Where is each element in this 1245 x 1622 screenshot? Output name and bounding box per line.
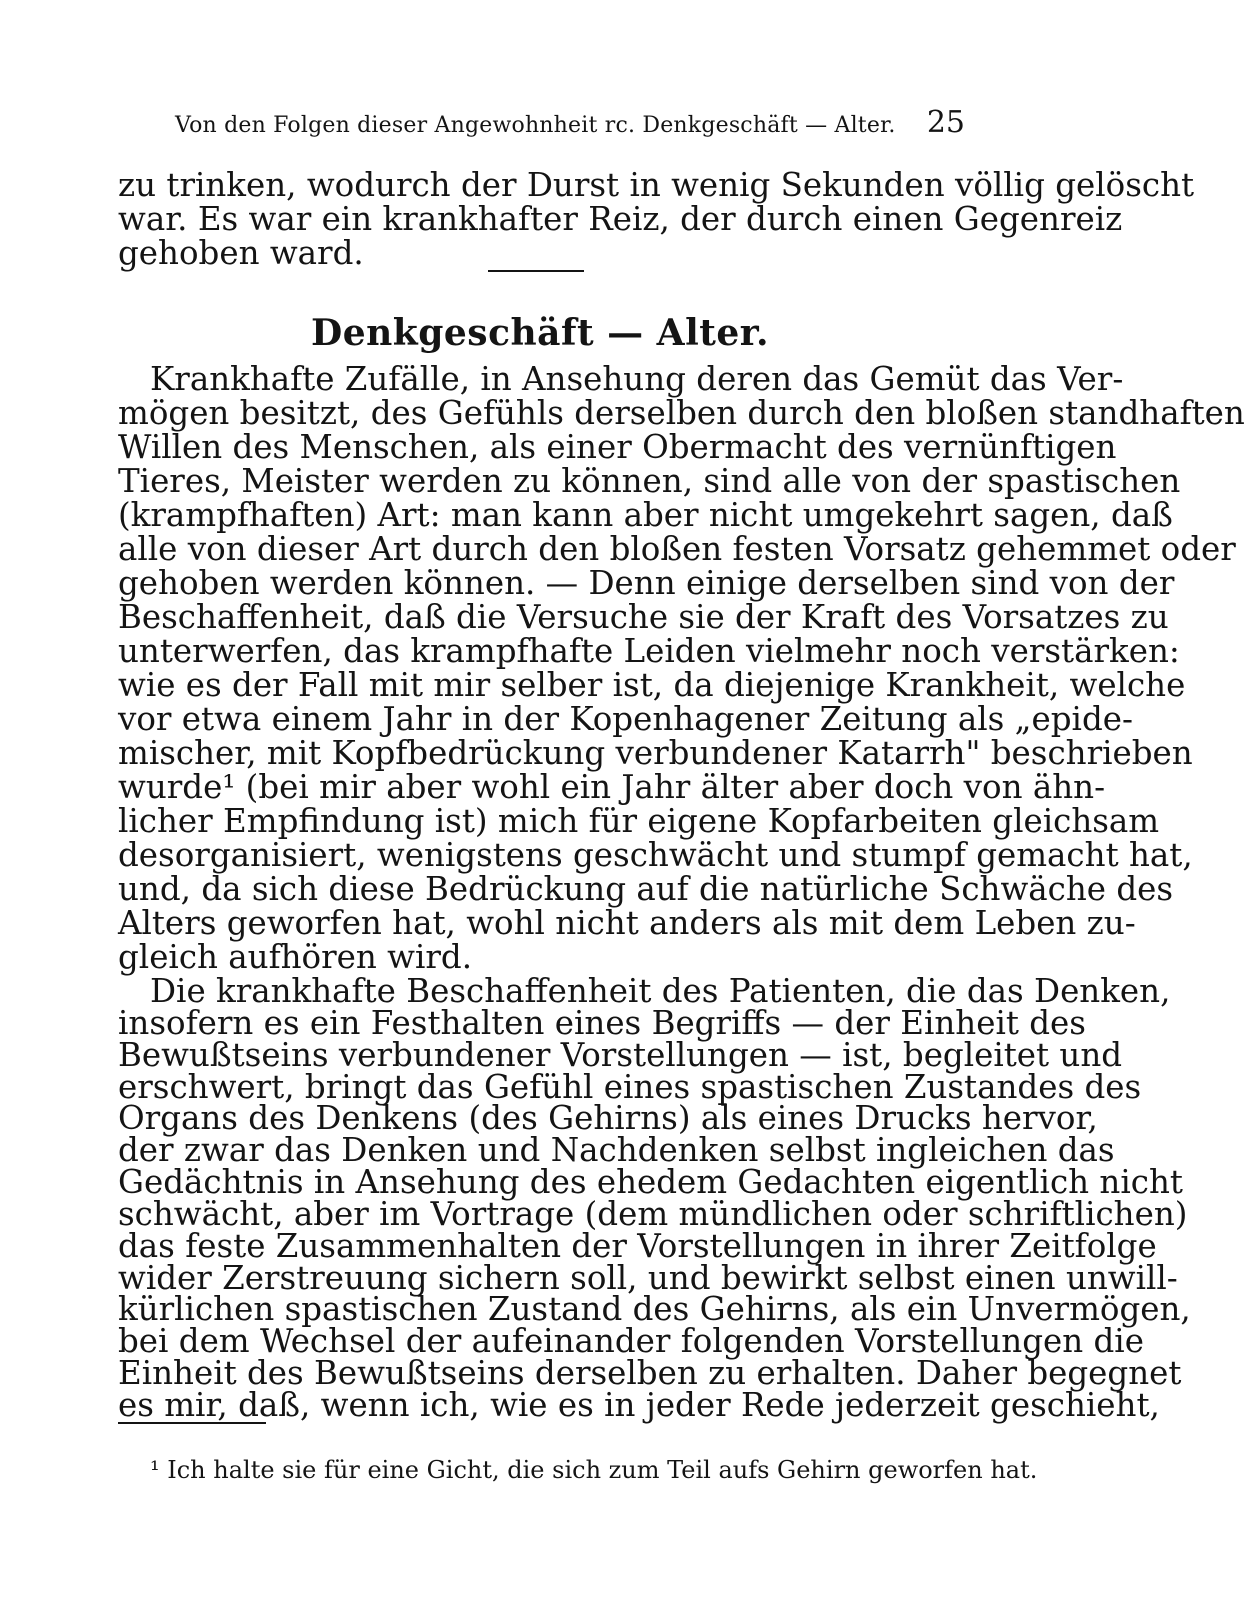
text-line: gleich aufhören wird.	[118, 938, 473, 976]
text-line: Die krankhafte Beschaffenheit des Patienten, die das Denken,	[150, 972, 1171, 1010]
text-line: gehoben werden können. — Denn einige derselben sind von der	[118, 564, 1175, 602]
text-line: das feste Zusammenhalten der Vorstellungen in ihrer Zeitfolge	[118, 1227, 1157, 1265]
text-line: es mir, daß, wenn ich, wie es in jeder Rede jederzeit geschieht,	[118, 1386, 1160, 1424]
text-line: desorganisiert, wenigstens geschwächt und stumpf gemacht hat,	[118, 836, 1193, 874]
text-line: schwächt, aber im Vortrage (dem mündlichen oder schriftlichen)	[118, 1195, 1188, 1233]
text-line: Bewußtseins verbundener Vorstellungen — ist, begleitet und	[118, 1036, 1123, 1074]
text-line: vor etwa einem Jahr in der Kopenhagener Zeitung als „epide-	[118, 700, 1133, 738]
text-line: mischer, mit Kopfbedrückung verbundener Katarrh" beschrieben	[118, 734, 1193, 772]
text-line: und, da sich diese Bedrückung auf die natürliche Schwäche des	[118, 870, 1174, 908]
text-line: Krankhafte Zufälle, in Ansehung deren das Gemüt das Ver-	[150, 360, 1124, 398]
text-line: der zwar das Denken und Nachdenken selbst ingleichen das	[118, 1131, 1115, 1169]
footnote: ¹ Ich halte sie für eine Gicht, die sich zum Teil aufs Gehirn geworfen hat.	[150, 1456, 1038, 1484]
text-line: wider Zerstreuung sichern soll, und bewirkt selbst einen unwill-	[118, 1259, 1178, 1297]
text-line: Tieres, Meister werden zu können, sind alle von der spastischen	[118, 462, 1181, 500]
text-line: mögen besitzt, des Gefühls derselben durch den bloßen standhaften	[118, 394, 1245, 432]
text-line: licher Empfindung ist) mich für eigene Kopfarbeiten gleichsam	[118, 802, 1160, 840]
text-line: Beschaffenheit, daß die Versuche sie der Kraft des Vorsatzes zu	[118, 598, 1169, 636]
text-line: Organs des Denkens (des Gehirns) als eines Drucks hervor,	[118, 1099, 1098, 1137]
text-line: gehoben ward.	[118, 234, 364, 272]
text-line: Alters geworfen hat, wohl nicht anders als mit dem Leben zu-	[118, 904, 1136, 942]
text-line: (krampfhaften) Art: man kann aber nicht umgekehrt sagen, daß	[118, 496, 1173, 534]
section-heading: Denkgeschäft — Alter.	[310, 312, 770, 354]
text-line: erschwert, bringt das Gefühl eines spastischen Zustandes des	[118, 1068, 1142, 1106]
text-line: insofern es ein Festhalten eines Begriffs — der Einheit des	[118, 1004, 1086, 1042]
running-title: Von den Folgen dieser Angewohnheit rc. Denkgeschäft — Alter.	[175, 113, 896, 138]
text-line: wie es der Fall mit mir selber ist, da diejenige Krankheit, welche	[118, 666, 1186, 704]
text-line: alle von dieser Art durch den bloßen festen Vorsatz gehemmet oder	[118, 530, 1236, 568]
text-line: unterwerfen, das krampfhafte Leiden vielmehr noch verstärken:	[118, 632, 1180, 670]
text-line: wurde¹ (bei mir aber wohl ein Jahr älter aber doch von ähn-	[118, 768, 1106, 806]
page-number: 25	[926, 105, 965, 140]
text-line: war. Es war ein krankhafter Reiz, der durch einen Gegenreiz	[118, 200, 1123, 238]
running-head	[175, 105, 965, 149]
section-divider	[488, 270, 584, 272]
text-line: zu trinken, wodurch der Durst in wenig Sekunden völlig gelöscht	[118, 166, 1195, 204]
text-line: Einheit des Bewußtseins derselben zu erhalten. Daher begegnet	[118, 1354, 1182, 1392]
text-line: Willen des Menschen, als einer Obermacht des vernünftigen	[118, 428, 1117, 466]
text-line: bei dem Wechsel der aufeinander folgenden Vorstellungen die	[118, 1322, 1144, 1360]
text-line: Gedächtnis in Ansehung des ehedem Gedachten eigentlich nicht	[118, 1163, 1183, 1201]
text-line: kürlichen spastischen Zustand des Gehirns, als ein Unvermögen,	[118, 1290, 1191, 1328]
